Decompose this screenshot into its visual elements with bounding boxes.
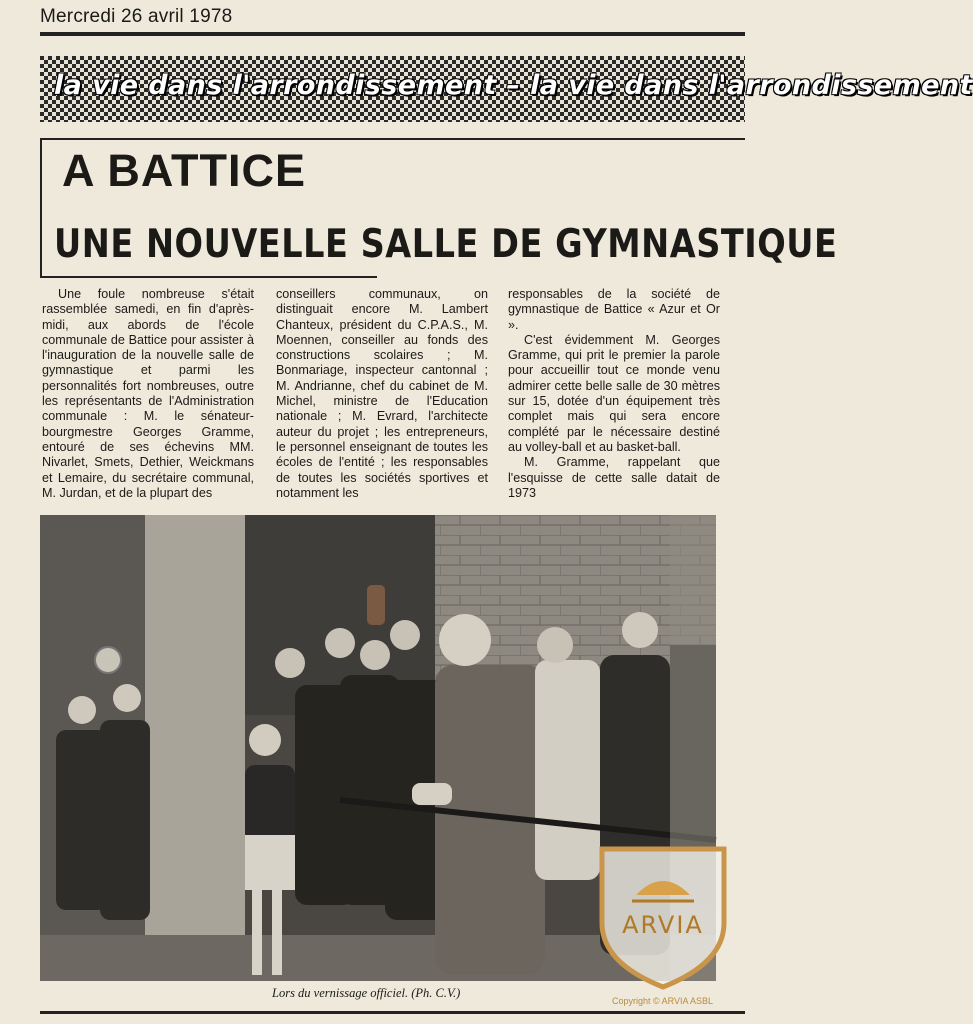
column-3-paragraph-2: C'est évidemment M. Georges Gramme, qui prit le premier la parole pour accueillir tout ce monde venu admirer cette belle salle de 30 mètres sur 15, dotée d'un équipement très complet mais qui sera encore complété par le nécessaire destiné au volley-ball et au basket-ball. (508, 332, 720, 454)
column-3-paragraph-1: responsables de la société de gymnastique de Battice « Azur et Or ». (508, 287, 720, 332)
article-headline: UNE NOUVELLE SALLE DE GYMNASTIQUE (54, 222, 838, 267)
article-column-2 (276, 287, 488, 500)
column-3-paragraph-3: M. Gramme, rappelant que l'esquisse de cette salle datait de 1973 (508, 455, 720, 500)
top-rule (40, 32, 745, 36)
bottom-rule (40, 1011, 745, 1014)
column-1-paragraph: Une foule nombreuse s'était rassemblée samedi, en fin d'après-midi, aux abords de l'école communale de Battice pour assister à l'inauguration de la nouvelle salle de gymnastique et parmi les personnalités fort nombreuses, outre les représentants de l'Administration communale : M. le sénateur-bourgmestre Georges Gramme, entouré de ses échevins MM. Nivarlet, Smets, Dethier, Weickmans et Lemaire, du secrétaire communal, M. Jurdan, et de la plupart des (42, 287, 254, 500)
photo-caption: Lors du vernissage officiel. (Ph. C.V.) (272, 986, 461, 1000)
section-banner-text: la vie dans l'arrondissement – la vie dans l'arrondissement (54, 70, 973, 101)
article-column-3 (508, 287, 720, 500)
article-kicker: A BATTICE (62, 145, 306, 196)
next-column-edge (738, 290, 745, 490)
article-column-1 (42, 287, 254, 500)
column-2-paragraph: conseillers communaux, on distinguait encore M. Lambert Chanteux, président du C.P.A.S., M. Moennen, conseiller au fonds des constructions scolaires ; M. Bonmariage, inspecteur cantonnal ; M. Andrianne, chef du cabinet de M. Michel, ministre de l'Education nationale ; M. Evrard, l'architecte auteur du projet ; les entrepreneurs, le personnel enseignant de toutes les écoles de l'entité ; les responsables de toutes les sociétés sportives et notamment les (276, 287, 488, 500)
arvia-logo-text: ARVIA (622, 911, 704, 939)
headline-frame-rule (42, 276, 377, 278)
publication-date: Mercredi 26 avril 1978 (40, 6, 233, 27)
copyright-notice: Copyright © ARVIA ASBL (612, 996, 714, 1006)
section-banner (40, 56, 973, 122)
